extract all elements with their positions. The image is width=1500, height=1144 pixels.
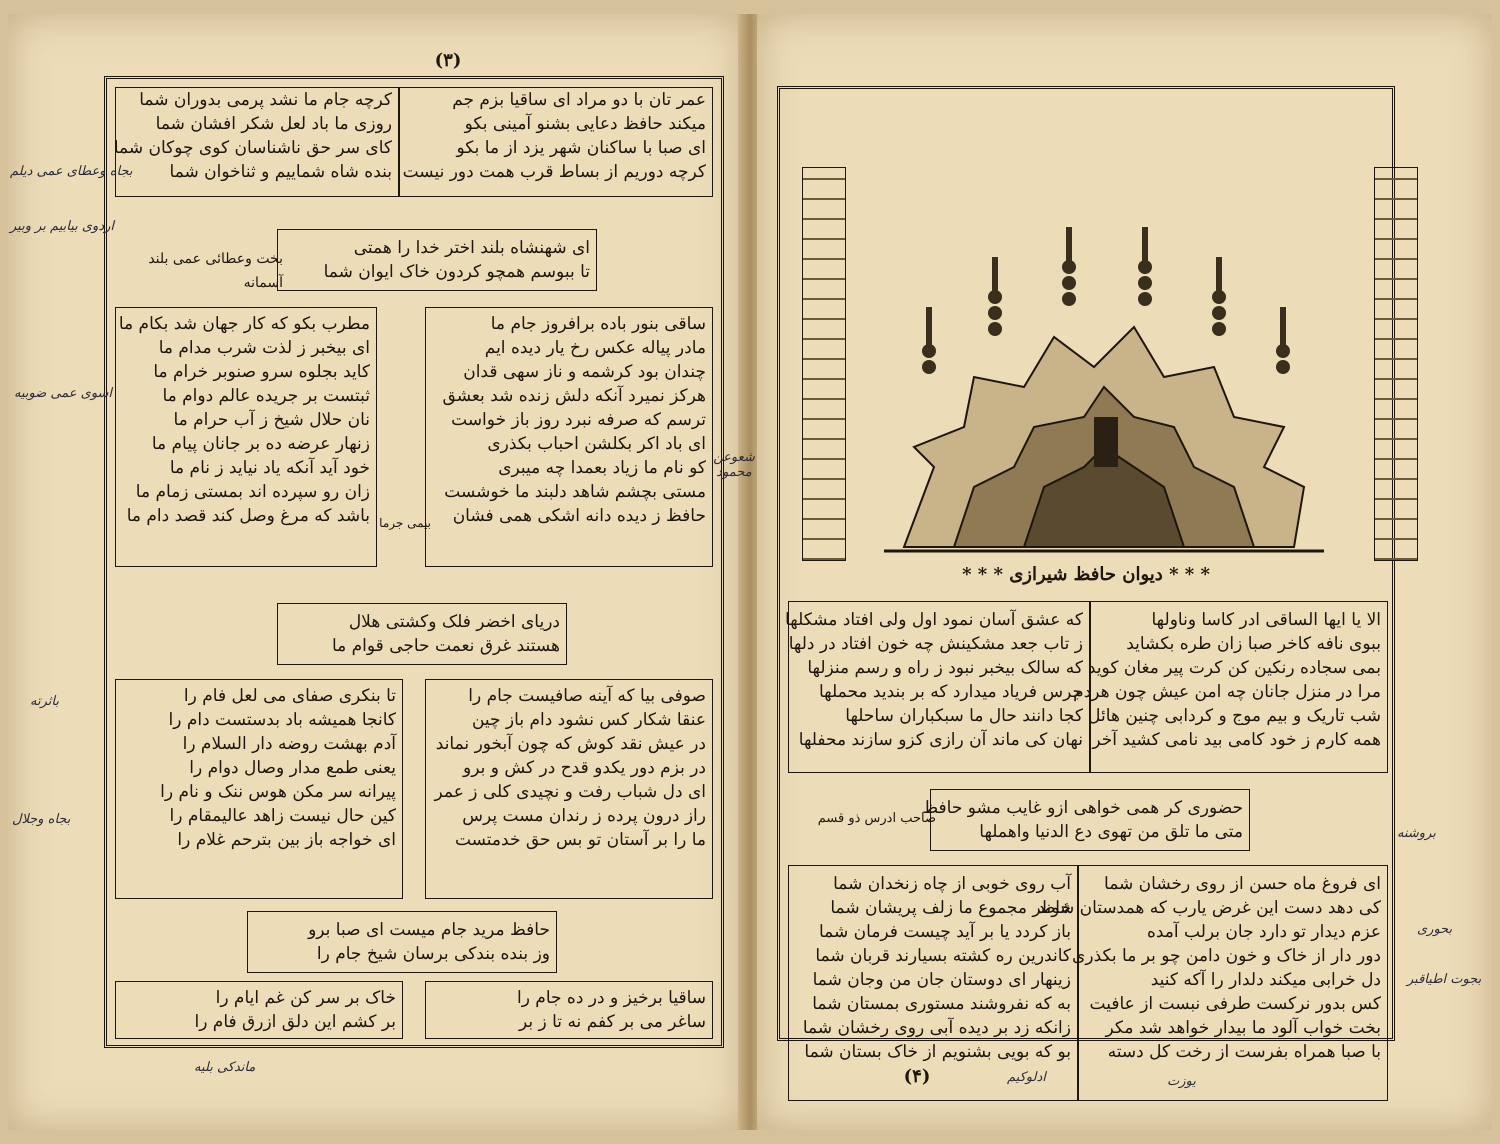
lower-block-left-column: [115, 679, 403, 899]
verse-line: عنقا شکار کس نشود دام باز چین: [471, 710, 706, 730]
verse-line: کجا دانند حال ما سبکباران ساحلها: [845, 706, 1083, 726]
margin-note: بروشنه: [1397, 826, 1436, 841]
verse-line: خاک بر سر کن غم ایام را: [215, 988, 396, 1008]
verse-line: در بزم دور یکدو قدح در کش و برو: [463, 758, 706, 778]
verse-line: بر کشم این دلق ازرق فام را: [194, 1012, 396, 1032]
verse-line: به که نفروشند مستوری بمستان شما: [812, 994, 1071, 1014]
margin-note: بجاه وعطای عمی دیلم: [10, 164, 133, 179]
verse-line: کو نام ما زیاد بعمدا چه میبری: [498, 458, 706, 478]
first-block-right-column: [1073, 601, 1388, 773]
verse-line: ببوی نافه کاخر صبا زان طره بکشاید: [1126, 634, 1381, 654]
verse-line: خاطر مجموع ما زلف پریشان شما: [830, 898, 1071, 918]
margin-note: اردوی بیابیم بر وبیر: [10, 219, 115, 234]
verse-line: هرکز نمیرد آنکه دلش زنده شد بعشق: [442, 386, 706, 406]
headpiece-ornament: [844, 167, 1364, 559]
verse-line: کرچه جام ما نشد پرمی بدوران شما: [139, 90, 392, 110]
verse-line: ای خواجه باز بین بترحم غلام را: [177, 830, 396, 850]
verse-line: ای دل شباب رفت و نچیدی کلی ز عمر: [434, 782, 706, 802]
middle-block-left-column: [115, 307, 377, 567]
verse-line: زانکه زد بر دیده آبی روی رخشان شما: [802, 1018, 1071, 1038]
text-frame: [104, 76, 724, 1048]
verse-line: باشد که مرغ وصل کند قصد دام ما: [126, 506, 370, 526]
verse-line: ای باد اکر بکلشن احباب بکذری: [487, 434, 706, 454]
verse-line: کای سر حق ناشناسان کوی چوکان شما: [113, 138, 392, 158]
footer-note: یوزت: [1167, 1074, 1196, 1089]
verse-line: بخت خواب آلود ما بیدار خواهد شد مکر: [1105, 1018, 1381, 1038]
middle-block-right-column: [425, 307, 713, 567]
verse-line: ساقیا برخیز و در ده جام را: [516, 988, 706, 1008]
verse-line: ساغر می بر کفم نه تا ز بر: [519, 1012, 706, 1032]
margin-note: بحوری: [1417, 922, 1453, 937]
couplet-2: [277, 603, 567, 665]
verse-line: کرچه دوریم از بساط قرب همت دور نیست: [402, 162, 706, 182]
verse-line: ثبتست بر جریده عالم دوام ما: [162, 386, 370, 406]
verse-line: الا یا ایها الساقی ادر کاسا وناولها: [1151, 610, 1381, 630]
verse-line: صوفی بیا که آینه صافیست جام را: [468, 686, 706, 706]
couplet-1-note: صاحب ادرس ذو قسم: [817, 811, 936, 826]
verse-line: روزی ما باد لعل شکر افشان شما: [155, 114, 392, 134]
verse-line: یعنی طمع مدار وصال دوام را: [189, 758, 396, 778]
verse-line: پیرانه سر مکن هوس ننک و نام را: [160, 782, 396, 802]
lower-block-right-column: [425, 679, 713, 899]
bottom-block-right-column: [425, 981, 713, 1039]
margin-note: اسوی عمی ضوبیه: [14, 386, 113, 401]
verse-line: باز کردد یا بر آید چیست فرمان شما: [819, 922, 1071, 942]
verse-line: کانجا همیشه باد بدستست دام را: [168, 710, 396, 730]
verse-line: هستند غرق نعمت حاجی قوام ما: [331, 636, 560, 656]
verse-line: بمی سجاده رنکین کن کرت پیر مغان کوید: [1087, 658, 1381, 678]
verse-line: وز بنده بندکی برسان شیخ جام را: [316, 944, 550, 964]
verse-line: ای شهنشاه بلند اختر خدا را همتی: [353, 238, 590, 258]
divan-title: [780, 564, 1392, 585]
verse-line: مرا در منزل جانان چه امن عیش چون هردم: [1073, 682, 1381, 702]
right-page: [757, 14, 1492, 1130]
footer-note: ادلوکیم: [1007, 1070, 1046, 1085]
couplet-1: [922, 789, 1250, 851]
margin-note: باثرته: [30, 694, 59, 709]
text-frame: [777, 86, 1395, 1062]
margin-note: شعوعن محمود: [713, 450, 755, 480]
title-ornament: * * *: [1169, 564, 1210, 585]
verse-line: ساقی بنور باده برافروز جام ما: [490, 314, 706, 334]
floral-border-left: [802, 167, 846, 561]
title-ornament: * * *: [962, 564, 1003, 585]
verse-line: همه کارم ز خود کامی بید نامی کشید آخر: [1092, 730, 1381, 750]
verse-line: خود آید آنکه یاد نیاید ز نام ما: [169, 458, 370, 478]
verse-line: نان حلال شیخ ز آب حرام ما: [173, 410, 370, 430]
page-number: (۴): [903, 1066, 931, 1087]
page-title: دیوان حافظ شیرازی: [1009, 564, 1163, 585]
verse-line: ای صبا با ساکنان شهر یزد از ما بکو: [456, 138, 706, 158]
verse-line: با صبا همراه بفرست از رخت کل دسته: [1107, 1042, 1381, 1062]
verse-line: حافظ مرید جام میست ای صبا برو: [308, 920, 550, 940]
verse-line: که عشق آسان نمود اول ولی افتاد مشکلها: [785, 610, 1083, 630]
verse-line: بنده شاه شماییم و ثناخوان شما: [169, 162, 392, 182]
floral-border-right: [1374, 167, 1418, 561]
verse-line: در عیش نقد کوش که چون آبخور نماند: [435, 734, 706, 754]
verse-line: دل خرابی میکند دلدار را آکه کنید: [1150, 970, 1381, 990]
verse-line: عزم دیدار تو دارد جان برلب آمده: [1146, 922, 1381, 942]
margin-note: بجوت اطیاقبر: [1407, 972, 1482, 987]
verse-line: مادر پیاله عکس رخ یار دیده ایم: [484, 338, 706, 358]
second-block-right-column: [1037, 865, 1388, 1101]
verse-line: کاید بجلوه سرو صنوبر خرام ما: [153, 362, 370, 382]
page-number: (٣): [434, 50, 462, 71]
verse-line: نهان کی ماند آن رازی کزو سازند محفلها: [798, 730, 1083, 750]
verse-line: ما را بر آستان تو بس حق خدمتست: [454, 830, 706, 850]
bottom-block-left-column: [115, 981, 403, 1039]
couplet-1: [277, 229, 597, 291]
verse-line: میکند حافظ دعایی بشنو آمینی بکو: [464, 114, 706, 134]
verse-line: بو که بویی بشنویم از خاک بستان شما: [804, 1042, 1071, 1062]
verse-line: کی دهد دست این غرض یارب که همدستان شوند: [1037, 898, 1381, 918]
margin-note: ماندکی بلیه: [194, 1060, 256, 1075]
verse-line: شب تاریک و بیم موج و کردابی چنین هائل: [1088, 706, 1381, 726]
verse-line: ترسم که صرفه نبرد روز باز خواست: [451, 410, 706, 430]
verse-line: مستی بچشم شاهد دلبند ما خوشست: [444, 482, 706, 502]
verse-line: حضوری کر همی خواهی ازو غایب مشو حافظ: [922, 798, 1243, 818]
couplet-3: [247, 911, 557, 973]
couplet-1-note: بخت وعطائی عمی بلند آسمانه: [148, 251, 283, 291]
verse-line: تا بنکری صفای می لعل فام را: [183, 686, 396, 706]
verse-line: که سالک بیخبر نبود ز راه و رسم منزلها: [807, 658, 1083, 678]
verse-line: کاندرین ره کشته بسیارند قربان شما: [815, 946, 1071, 966]
verse-line: زان رو سپرده اند بمستی زمام ما: [135, 482, 370, 502]
verse-line: راز درون پرده ز رندان مست پرس: [462, 806, 706, 826]
inline-note: بیمی جرما: [379, 516, 431, 530]
verse-line: متی ما تلق من تهوی دع الدنیا واهملها: [979, 822, 1243, 842]
verse-line: مطرب بکو که کار جهان شد بکام ما: [118, 314, 370, 334]
verse-line: چندان بود کرشمه و ناز سهی قدان: [463, 362, 706, 382]
verse-line: ز تاب جعد مشکینش چه خون افتاد در دلها: [788, 634, 1083, 654]
first-block-left-column: [785, 601, 1090, 773]
verse-line: دور دار از خاک و خون دامن چو بر ما بکذری: [1072, 946, 1381, 966]
verse-line: کس بدور نرکست طرفی نبست از عافیت: [1089, 994, 1381, 1014]
verse-line: تا ببوسم همچو کردون خاک ایوان شما: [323, 262, 590, 282]
top-block-left-column: [115, 87, 399, 197]
verse-line: عمر تان با دو مراد ای ساقیا بزم جم: [452, 90, 706, 110]
verse-line: زنهار عرضه ده بر جانان پیام ما: [151, 434, 370, 454]
left-page: [8, 14, 743, 1130]
verse-line: دریای اخضر فلک وکشتی هلال: [348, 612, 560, 632]
verse-line: حافظ ز دیده دانه اشکی همی فشان: [452, 506, 706, 526]
verse-line: جرس فریاد میدارد که بر بندید محملها: [818, 682, 1083, 702]
verse-line: کین حال نیست زاهد عالیمقام را: [169, 806, 396, 826]
verse-line: آب روی خوبی از چاه زنخدان شما: [833, 874, 1071, 894]
verse-line: ای فروغ ماه حسن از روی رخشان شما: [1104, 874, 1381, 894]
verse-line: زینهار ای دوستان جان من وجان شما: [812, 970, 1071, 990]
margin-note: بجاه وجلال: [12, 812, 71, 827]
top-block-right-column: [399, 87, 713, 197]
verse-line: ای بیخبر ز لذت شرب مدام ما: [158, 338, 370, 358]
verse-line: آدم بهشت روضه دار السلام را: [182, 734, 396, 754]
